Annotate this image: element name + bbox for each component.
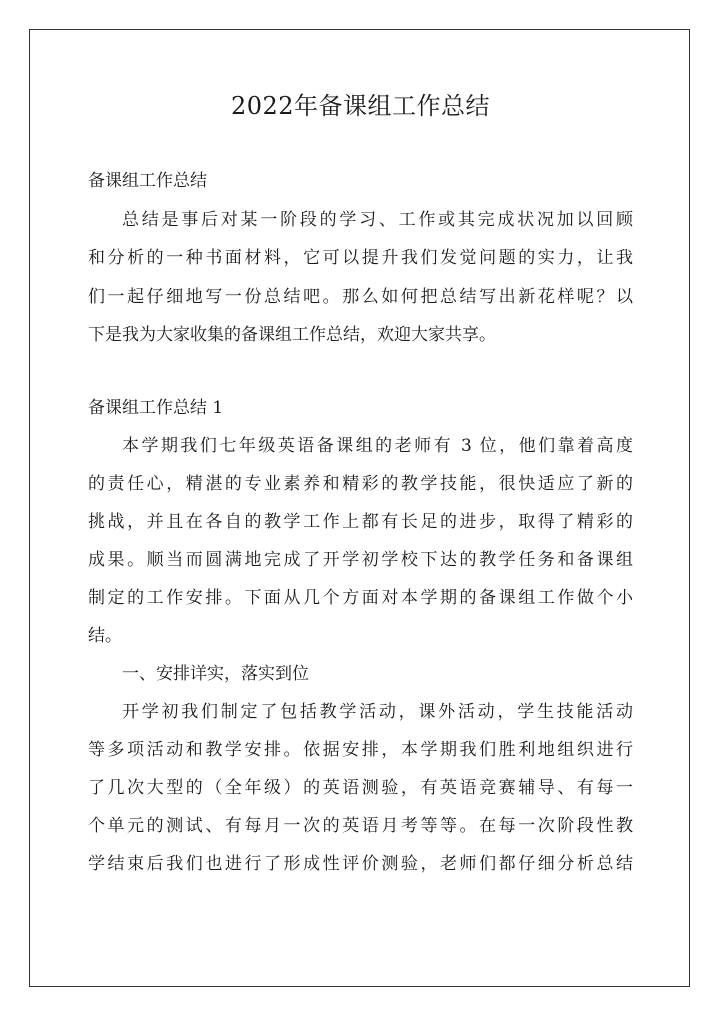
intro-line: 和分析的一种书面材料，它可以提升我们发觉问题的实力，让我	[88, 248, 633, 268]
section1-para2-line: 个单元的测试、有每月一次的英语月考等等。在每一次阶段性教	[88, 816, 633, 836]
section1-para2-line: 开学初我们制定了包括教学活动，课外活动，学生技能活动	[122, 702, 633, 722]
section1-heading: 备课组工作总结 1	[88, 398, 224, 418]
section1-para1-line: 本学期我们七年级英语备课组的老师有 3 位，他们靠着高度	[122, 436, 633, 456]
section1-para2-line: 等多项活动和教学安排。依据安排，本学期我们胜利地组织进行	[88, 740, 633, 760]
intro-line: 下是我为大家收集的备课组工作总结，欢迎大家共享。	[88, 325, 496, 345]
intro-line: 们一起仔细地写一份总结吧。那么如何把总结写出新花样呢？以	[88, 287, 633, 307]
section1-para1-line: 成果。顺当而圆满地完成了开学初学校下达的教学任务和备课组	[88, 550, 633, 570]
section1-para1-line: 的责任心，精湛的专业素养和精彩的教学技能，很快适应了新的	[88, 474, 633, 494]
document-title: 2022年备课组工作总结	[230, 92, 491, 120]
intro-line: 总结是事后对某一阶段的学习、工作或其完成状况加以回顾	[122, 210, 633, 230]
section1-para1-line: 挑战，并且在各自的教学工作上都有长足的进步，取得了精彩的	[88, 512, 633, 532]
subheading-arrangement: 一、安排详实，落实到位	[122, 664, 309, 684]
section1-para1-line: 结。	[88, 626, 122, 646]
section1-para2-line: 了几次大型的（全年级）的英语测验，有英语竞赛辅导、有每一	[88, 778, 633, 798]
section1-para2-line: 学结束后我们也进行了形成性评价测验，老师们都仔细分析总结	[88, 854, 633, 874]
intro-heading: 备课组工作总结	[88, 171, 207, 191]
section1-para1-line: 制定的工作安排。下面从几个方面对本学期的备课组工作做个小	[88, 588, 633, 608]
